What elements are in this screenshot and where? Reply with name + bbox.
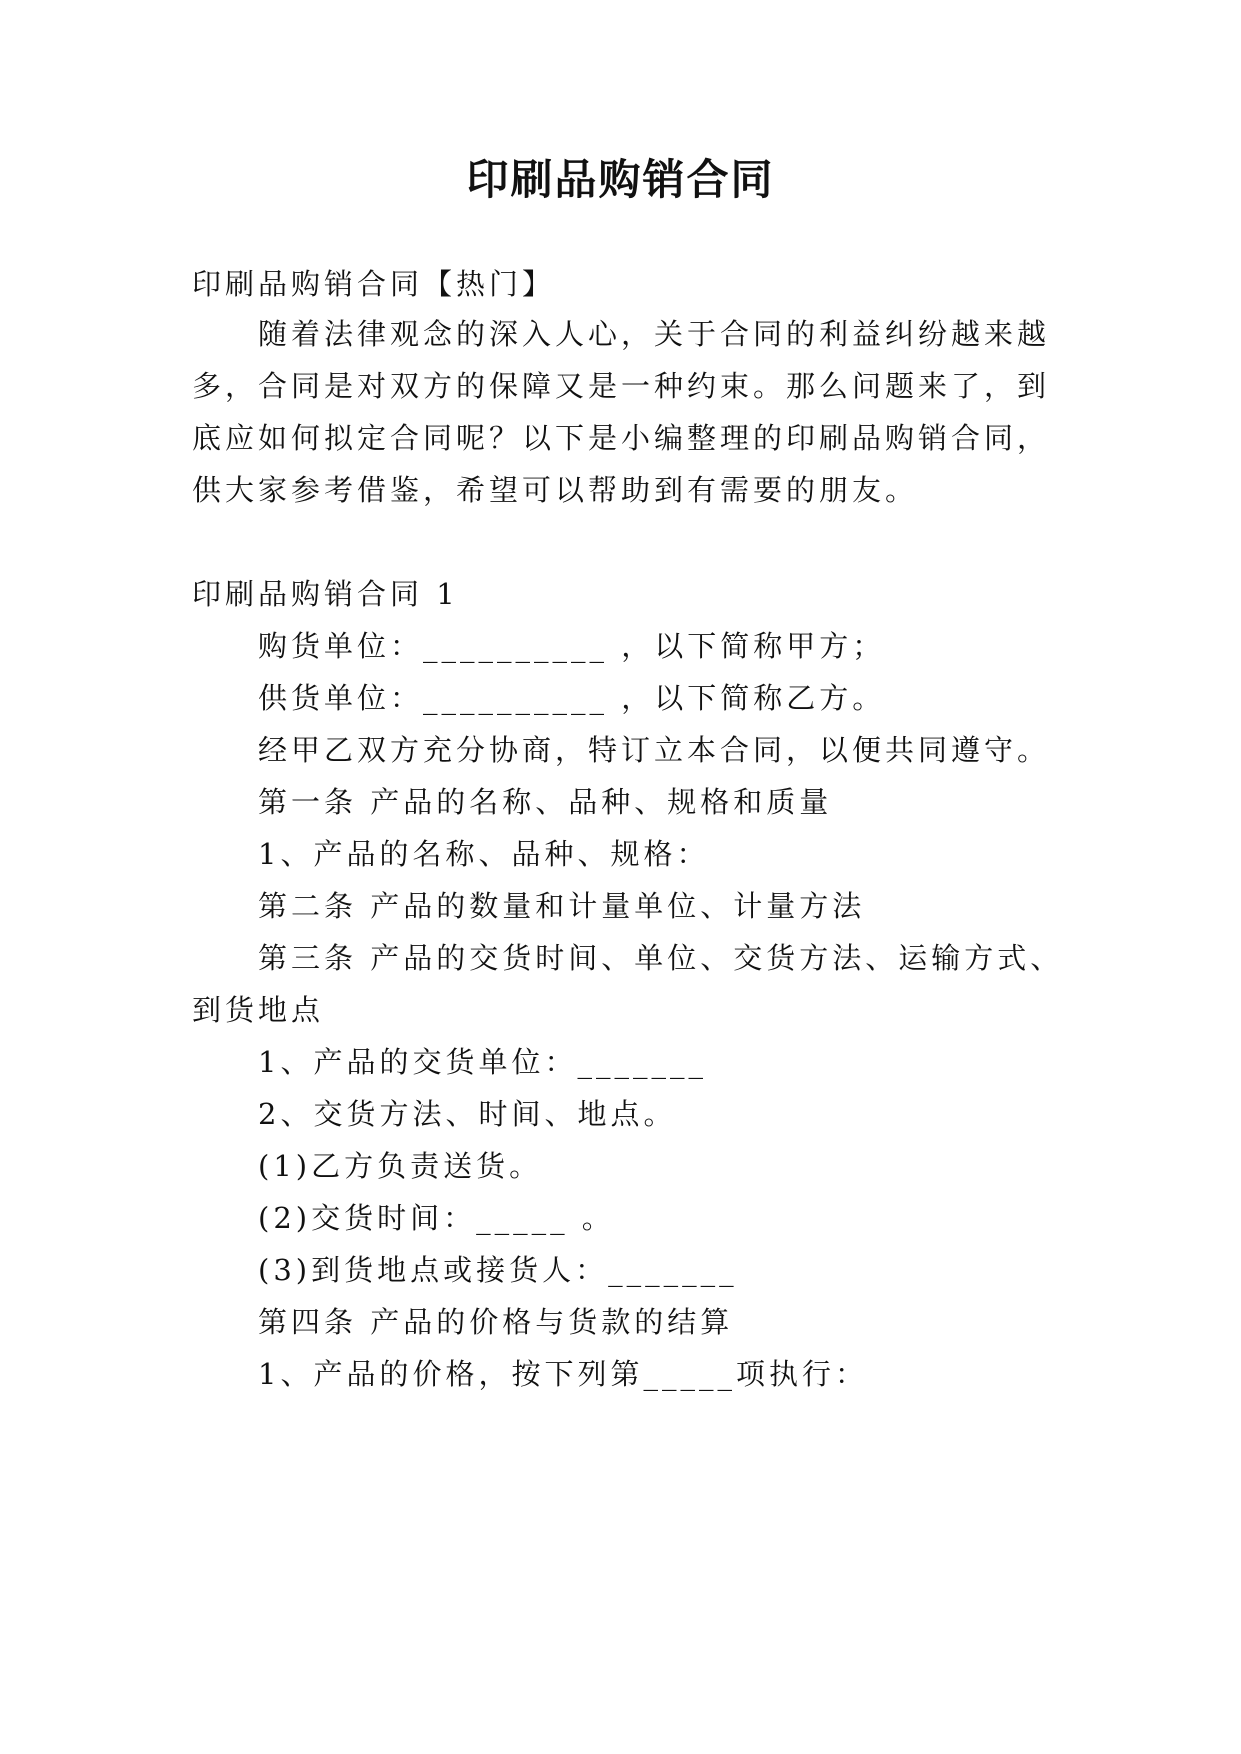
clause-line: 1、产品的价格，按下列第_____项执行： [258, 1357, 868, 1391]
clause-line: 1、产品的交货单位：_______ [258, 1045, 707, 1079]
supplier-line: 供货单位：__________ ，以下简称乙方。 [258, 681, 886, 715]
article-heading-continuation: 到货地点 [192, 993, 325, 1027]
sub-clause-line: (1)乙方负责送货。 [258, 1149, 543, 1183]
article-heading: 第一条 产品的名称、品种、规格和质量 [258, 785, 833, 819]
document-title: 印刷品购销合同 [466, 155, 775, 204]
contract-paragraph: 经甲乙双方充分协商，特订立本合同，以便共同遵守。 [258, 733, 1051, 767]
clause-line: 2、交货方法、时间、地点。 [258, 1097, 677, 1131]
intro-paragraph-line: 随着法律观念的深入人心，关于合同的利益纠纷越来越 [258, 317, 1051, 351]
contract-heading: 印刷品购销合同 1 [192, 577, 459, 611]
clause-line: 1、产品的名称、品种、规格： [258, 837, 710, 871]
section-heading: 印刷品购销合同【热门】 [192, 267, 556, 301]
article-heading: 第四条 产品的价格与货款的结算 [258, 1305, 734, 1339]
article-heading: 第三条 产品的交货时间、单位、交货方法、运输方式、 [258, 941, 1064, 975]
buyer-line: 购货单位：__________ ，以下简称甲方； [258, 629, 886, 663]
intro-paragraph-line: 底应如何拟定合同呢？以下是小编整理的印刷品购销合同， [192, 421, 1051, 455]
sub-clause-line: (2)交货时间：_____ 。 [258, 1201, 615, 1235]
sub-clause-line: (3)到货地点或接货人：_______ [258, 1253, 738, 1287]
intro-paragraph-line: 供大家参考借鉴，希望可以帮助到有需要的朋友。 [192, 473, 919, 507]
article-heading: 第二条 产品的数量和计量单位、计量方法 [258, 889, 866, 923]
intro-paragraph-line: 多，合同是对双方的保障又是一种约束。那么问题来了，到 [192, 369, 1051, 403]
